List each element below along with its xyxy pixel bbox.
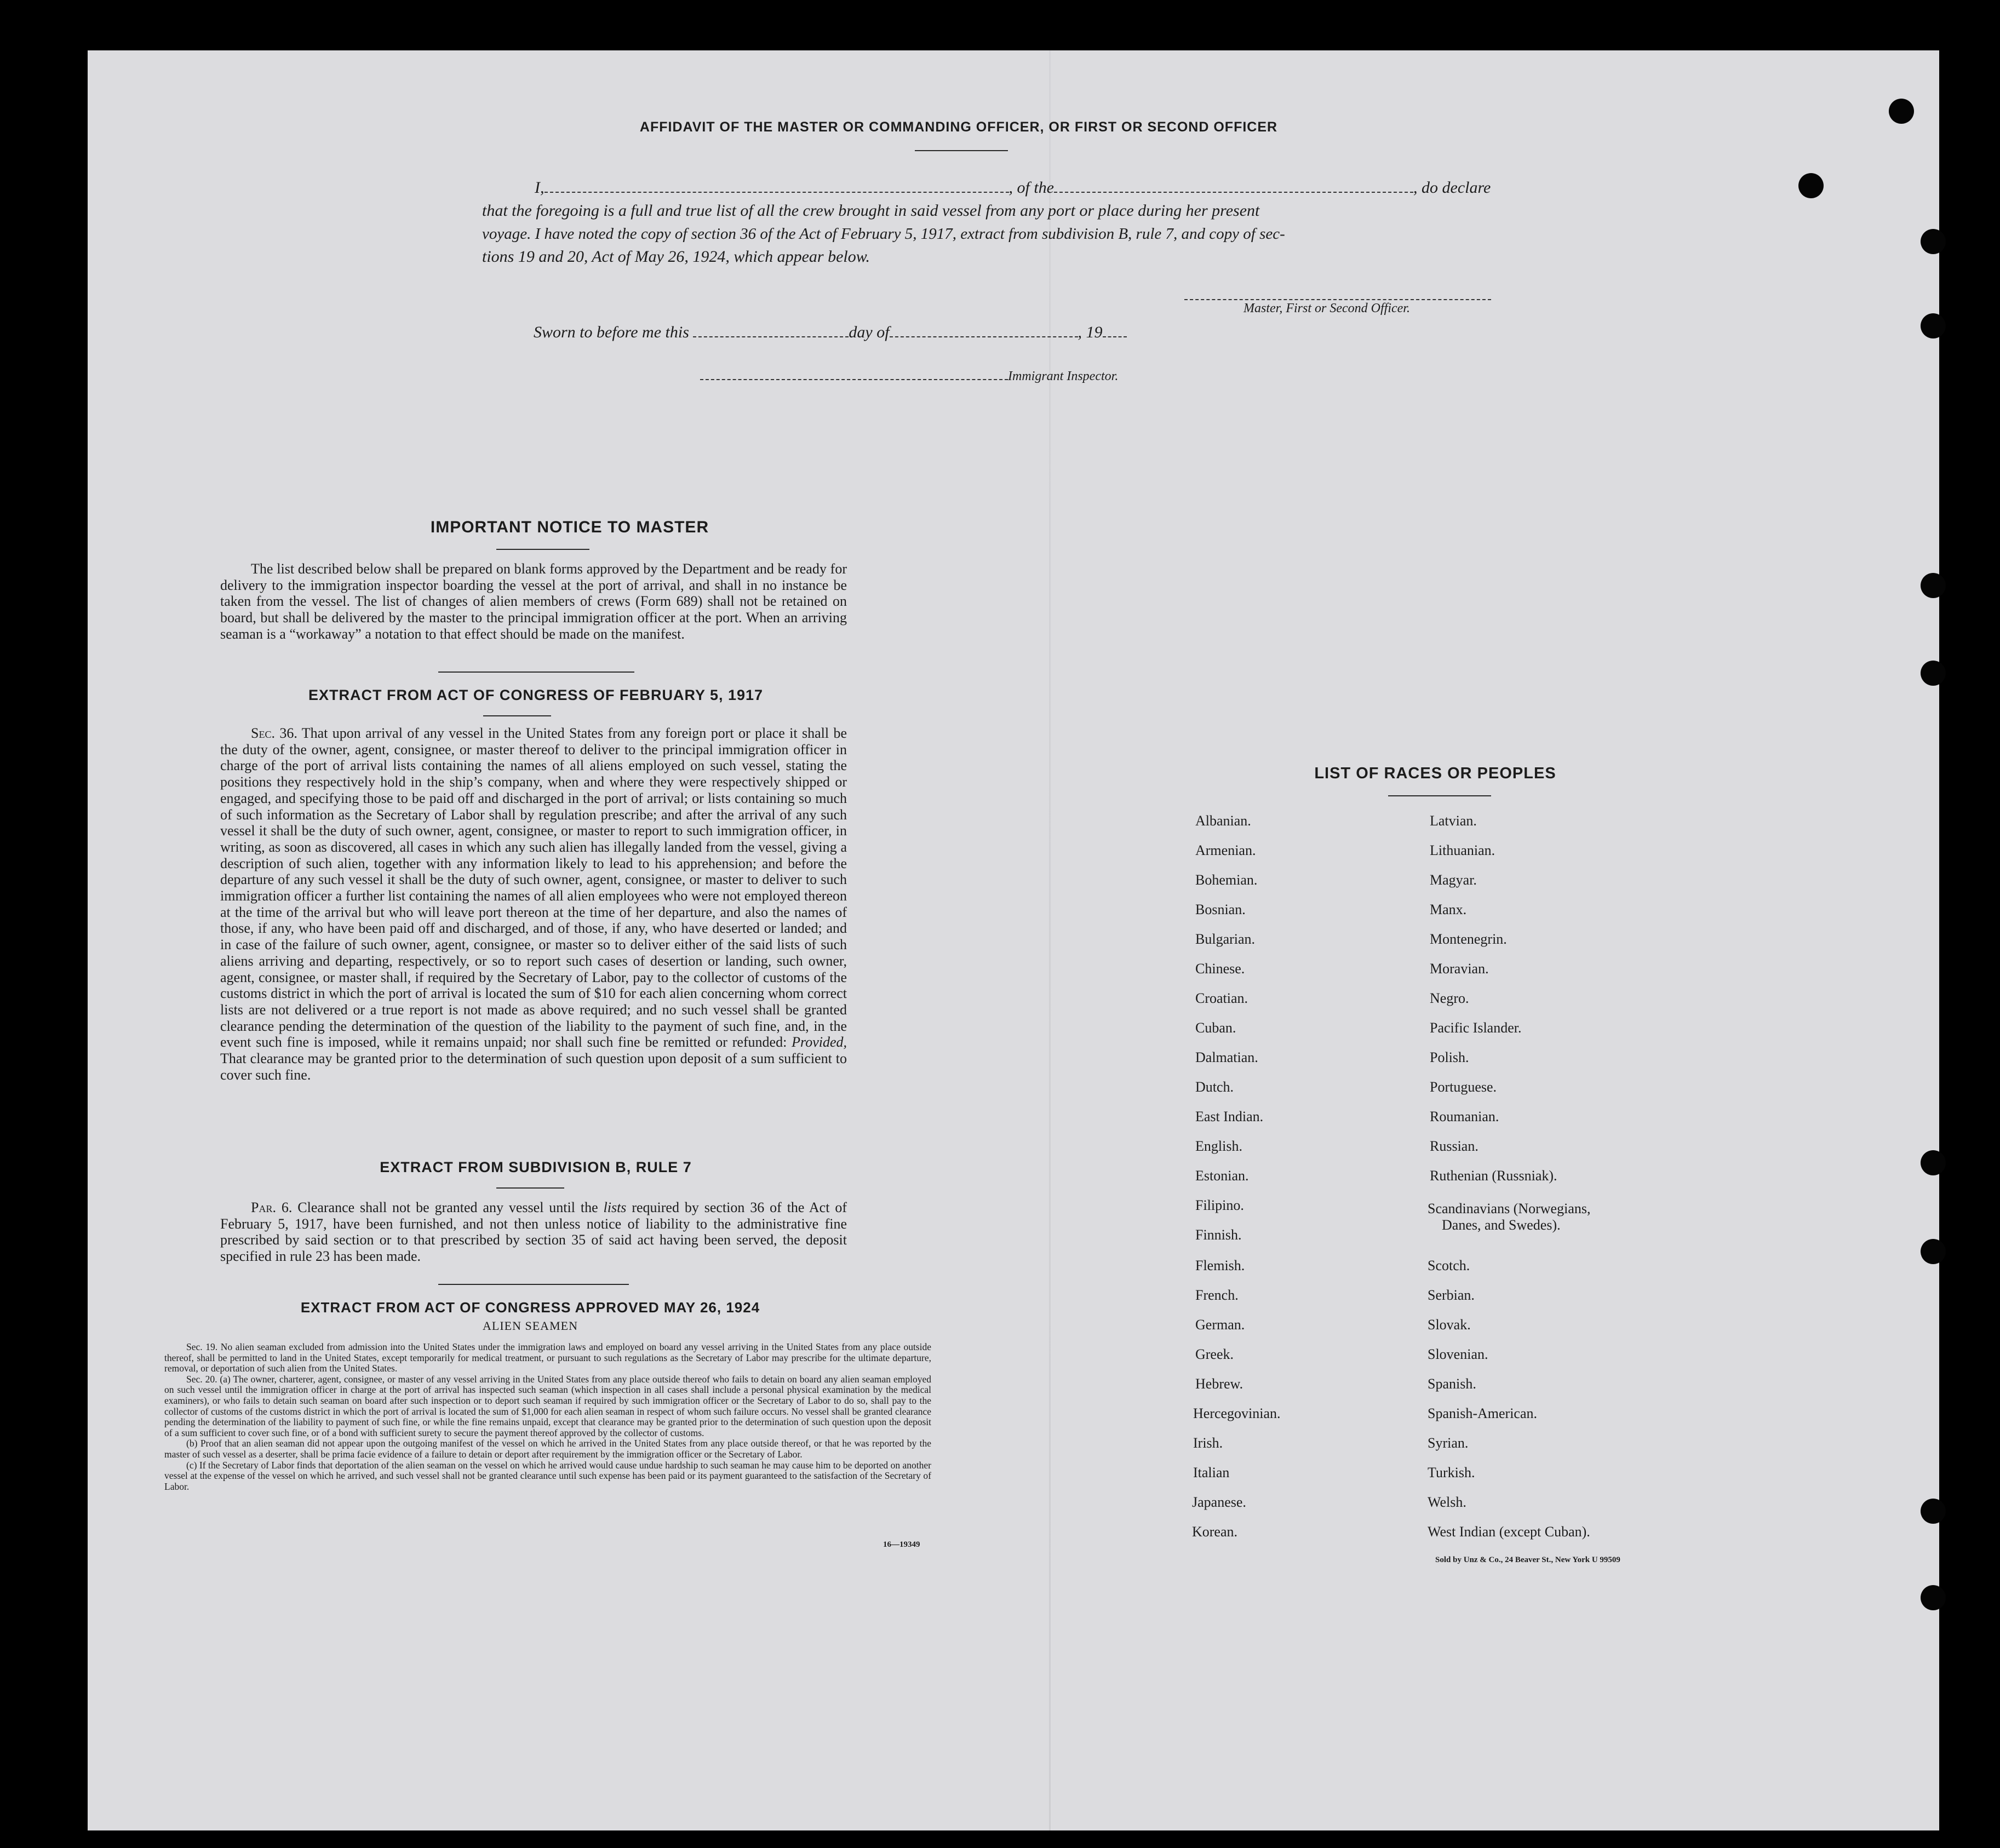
punch-hole <box>1921 1239 1946 1264</box>
punch-hole <box>1889 99 1914 124</box>
punch-hole <box>1921 1499 1946 1524</box>
race-item: West Indian (except Cuban). <box>1428 1524 1590 1540</box>
section-rule <box>438 1284 629 1285</box>
race-item: Japanese. <box>1192 1494 1246 1510</box>
race-item: English. <box>1195 1138 1242 1154</box>
sec-19-text: Sec. 19. No alien seaman excluded from admission into the United States under the immigration laws and employed on board any vessel arriving in the United States from any place outside thereof, shall be permitted to land in the United States, except temporarily for medical treatment, or pursuant to such regulations as the Secretary of Labor may prescribe for the ultimate departure, removal, or deportation of such alien from the United States. <box>164 1341 931 1374</box>
punch-hole <box>1798 173 1824 198</box>
title-rule <box>915 150 1008 151</box>
punch-hole <box>1921 313 1946 338</box>
signature-caption: Master, First or Second Officer. <box>1243 301 1410 315</box>
notice-rule <box>496 549 589 550</box>
extract-1917-heading: EXTRACT FROM ACT OF CONGRESS OF FEBRUARY 5, 1917 <box>308 687 764 703</box>
punch-hole <box>1921 1585 1946 1610</box>
lists-label: lists <box>603 1200 627 1215</box>
affidavit-title: AFFIDAVIT OF THE MASTER OR COMMANDING OFFICER, OR FIRST OR SECOND OFFICER <box>639 119 1278 135</box>
punch-hole <box>1921 1150 1946 1175</box>
alien-seamen-subheading: ALIEN SEAMEN <box>483 1319 578 1333</box>
par-6-text-continued: required by section 36 of the Act of February 5, 1917, have been furnished, and not then unless notice of liability to the administrative fine prescribed by said section or to that prescribed by section 35 of said act having been served, the deposit specified in rule 23 has been made. <box>220 1200 847 1265</box>
race-item: East Indian. <box>1195 1109 1264 1124</box>
inspector-signature-field[interactable] <box>700 367 1008 380</box>
page-fold <box>1049 50 1051 1830</box>
affidavit-line-2: that the foregoing is a full and true list of all the crew brought in said vessel from any port or place during her present <box>482 202 1260 220</box>
punch-hole <box>1921 661 1946 686</box>
race-item: Greek. <box>1195 1346 1234 1362</box>
section-rule <box>438 672 634 673</box>
race-item: Flemish. <box>1195 1258 1245 1273</box>
punch-hole <box>1921 229 1946 254</box>
race-item: Moravian. <box>1430 961 1489 977</box>
vessel-name-field[interactable] <box>1054 180 1413 193</box>
race-item: Croatian. <box>1195 990 1248 1006</box>
race-item: Magyar. <box>1430 872 1477 888</box>
race-item: Filipino. <box>1195 1197 1244 1213</box>
sec-36-text: That upon arrival of any vessel in the United States from any foreign port or place it shall be the duty of the owner, agent, consignee, or master thereof to deliver to the principal immigration officer in charge of the port of arrival lists containing the names of all aliens employed on such vessel, stating the positions they respectively hold in the ship’s company, when and where they were respectively shipped or engaged, and specifying those to be paid off and discharged in the port of arrival; or lists containing so much of such information as the Secretary of Labor shall by regulation prescribe; and after the arrival of any such vessel it shall be the duty of such owner, agent, consignee, or master to report to such immigration officer, in writing, as soon as discovered, all cases in which any such alien has illegally landed from the vessel, giving a description of such alien, together with any information likely to lead to his apprehension; and before the departure of any such vessel it shall be the duty of such owner, agent, consignee, or master to deliver to such immigration officer a further list containing the names of all alien employees who were not employed thereon at the time of the arrival but who will leave port thereon at the time of her departure, and also the names of those, if any, who have been paid off and discharged, and of those, if any, who have deserted or landed; and in case of the failure of such owner, agent, consignee, or master so to deliver either of the said lists of such aliens arriving and departing, respectively, or so to report such cases of desertion or landing, such owner, agent, consignee, or master shall, if required by the Secretary of Labor, pay to the collector of customs of the customs district in which the port of arrival is located the sum of $10 for each alien concerning whom correct lists are not delivered or a true report is not made as above required; and no such vessel shall be granted clearance pending the determination of the question of the liability to the payment of such fine, and, in the event such fine is imposed, while it remains unpaid; nor shall such fine be remitted or refunded: <box>220 725 847 1051</box>
subdivision-b-heading: EXTRACT FROM SUBDIVISION B, RULE 7 <box>380 1159 692 1175</box>
par-6-text: Clearance shall not be granted any vessel until the <box>297 1200 598 1215</box>
race-item: Dalmatian. <box>1195 1049 1258 1065</box>
notice-heading: IMPORTANT NOTICE TO MASTER <box>430 518 709 536</box>
extract-1917-rule <box>483 715 551 716</box>
race-item: Korean. <box>1192 1524 1238 1540</box>
inspector-line <box>700 367 1118 384</box>
sworn-label: Sworn to before me this <box>534 323 689 341</box>
race-item: Hercegovinian. <box>1193 1405 1281 1421</box>
sec-20a-text: Sec. 20. (a) The owner, charterer, agent, consignee, or master of any vessel arriving in the United States from any place outside thereof who fails to detain on board any alien seaman employed on such vessel until the immigration officer in charge at the port of arrival has inspected such seaman (which inspection in all cases shall include a personal physical examination by the medical examiners), or who fails to detain such seaman on board after such inspection or to deport such seaman if required by such immigration officer or the Secretary of Labor to do so, shall pay to the collector of customs of the customs district in which the port of arrival is located the sum of $1,000 for each alien seaman in respect of whom such failure occurs. No vessel shall be granted clearance pending the determination of the liability to payment of such fine, or while the fine remains unpaid, except that clearance may be granted prior to the determination of such question upon the deposit of a sum sufficient to cover such fine, or of a bond with sufficient surety to secure the payment thereof approved by the collector of customs. <box>164 1373 931 1438</box>
race-item: Bohemian. <box>1195 872 1258 888</box>
subdivision-b-rule <box>496 1187 564 1189</box>
affidavit-i-label: I, <box>535 179 545 197</box>
affidavit-line-3: voyage. I have noted the copy of section 36 of the Act of February 5, 1917, extract from subdivision B, rule 7, and copy of sec- <box>482 225 1285 243</box>
race-item: Pacific Islander. <box>1430 1020 1522 1036</box>
affidavit-line-4: tions 19 and 20, Act of May 26, 1924, which appear below. <box>482 248 870 266</box>
race-item: Chinese. <box>1195 961 1245 977</box>
race-item: Scandinavians (Norwegians, <box>1428 1201 1591 1216</box>
race-item: Ruthenian (Russniak). <box>1430 1168 1557 1184</box>
race-item: Syrian. <box>1428 1435 1469 1451</box>
race-item: Serbian. <box>1428 1287 1475 1303</box>
year-label: , 19 <box>1078 323 1103 341</box>
punch-hole <box>1921 573 1946 598</box>
subdivision-b-text <box>220 1200 847 1265</box>
extract-1924-text <box>164 1342 931 1492</box>
affidavit-declaration <box>482 176 1524 268</box>
race-item: Slovak. <box>1428 1317 1471 1333</box>
race-item: German. <box>1195 1317 1245 1333</box>
extract-1924-heading: EXTRACT FROM ACT OF CONGRESS APPROVED MAY 26, 1924 <box>300 1299 760 1316</box>
race-item: French. <box>1195 1287 1239 1303</box>
provided-label: Provided, <box>792 1034 847 1051</box>
race-item: Estonian. <box>1195 1168 1249 1184</box>
race-item: Bosnian. <box>1195 902 1246 917</box>
extract-1917-text <box>220 725 847 1083</box>
sworn-year-field[interactable] <box>1103 324 1127 337</box>
race-item: Spanish-American. <box>1428 1405 1538 1421</box>
race-item: Roumanian. <box>1430 1109 1499 1124</box>
race-item: Lithuanian. <box>1430 842 1495 858</box>
signature-field[interactable] <box>1184 289 1491 300</box>
race-item: Dutch. <box>1195 1079 1234 1095</box>
race-item: Turkish. <box>1428 1465 1475 1480</box>
affidavit-do-declare-label: , do declare <box>1413 179 1491 197</box>
sworn-day-field[interactable] <box>693 324 849 337</box>
race-item: Welsh. <box>1428 1494 1466 1510</box>
par-6-label: Par. 6. <box>251 1200 293 1215</box>
race-item: Armenian. <box>1195 842 1256 858</box>
sec-36-proviso: That clearance may be granted prior to the determination of such question upon deposit of a sum sufficient to cover such fine. <box>220 1051 847 1083</box>
declarant-name-field[interactable] <box>545 180 1009 193</box>
race-item: Montenegrin. <box>1430 931 1507 947</box>
sworn-line <box>534 323 1127 342</box>
notice-text: The list described below shall be prepared on blank forms approved by the Department and be ready for delivery to the immigration inspector boarding the vessel at the port of arrival, and shall in no instance be taken from the vessel. The list of changes of alien members of crews (Form 689) shall not be retained on board, but shall be delivered by the master to the principal immigration officer at the port. When an arriving seaman is a “workaway” a notation to that effect should be made on the manifest. <box>220 561 847 642</box>
race-item: Spanish. <box>1428 1376 1476 1392</box>
race-item: Portuguese. <box>1430 1079 1497 1095</box>
race-item: Irish. <box>1193 1435 1223 1451</box>
race-item: Latvian. <box>1430 813 1477 829</box>
race-item: Bulgarian. <box>1195 931 1256 947</box>
race-item: Italian <box>1193 1465 1230 1480</box>
day-of-label: day of <box>849 323 890 341</box>
race-item: Manx. <box>1430 902 1467 917</box>
race-item: Hebrew. <box>1195 1376 1243 1392</box>
sworn-month-field[interactable] <box>890 324 1078 337</box>
sec-20c-text: (c) If the Secretary of Labor finds that deportation of the alien seaman on the vessel on which he arrived would cause undue hardship to such seaman he may cause him to be deported on another vessel at the expense of the vessel on which he arrived, and such vessel shall not be granted clearance until such expense has been paid or its payment guaranteed to the satisfaction of the Secretary of Labor. <box>164 1459 931 1492</box>
form-number: 16—19349 <box>883 1540 920 1549</box>
race-item: Danes, and Swedes). <box>1442 1217 1561 1233</box>
printer-imprint: Sold by Unz & Co., 24 Beaver St., New York U 99509 <box>1435 1556 1620 1564</box>
sec-36-label: Sec. 36. <box>251 725 297 741</box>
inspector-caption: Immigrant Inspector. <box>1008 369 1119 383</box>
race-item: Albanian. <box>1195 813 1251 829</box>
race-item: Negro. <box>1430 990 1469 1006</box>
race-item: Slovenian. <box>1428 1346 1488 1362</box>
race-item: Russian. <box>1430 1138 1478 1154</box>
races-heading: LIST OF RACES OR PEOPLES <box>1314 765 1556 782</box>
affidavit-line-1 <box>482 176 1524 199</box>
race-item: Cuban. <box>1195 1020 1236 1036</box>
race-item: Finnish. <box>1195 1227 1242 1243</box>
race-item: Scotch. <box>1428 1258 1470 1273</box>
race-item: Polish. <box>1430 1049 1469 1065</box>
affidavit-of-the-label: , of the <box>1008 179 1054 197</box>
races-rule <box>1388 795 1491 796</box>
sec-20b-text: (b) Proof that an alien seaman did not appear upon the outgoing manifest of the vessel on which he arrived in the United States from any place outside thereof, or that he was reported by the master of such vessel as a deserter, shall be prima facie evidence of a failure to detain or deport after requirement by the immigration officer or the Secretary of Labor. <box>164 1438 931 1460</box>
